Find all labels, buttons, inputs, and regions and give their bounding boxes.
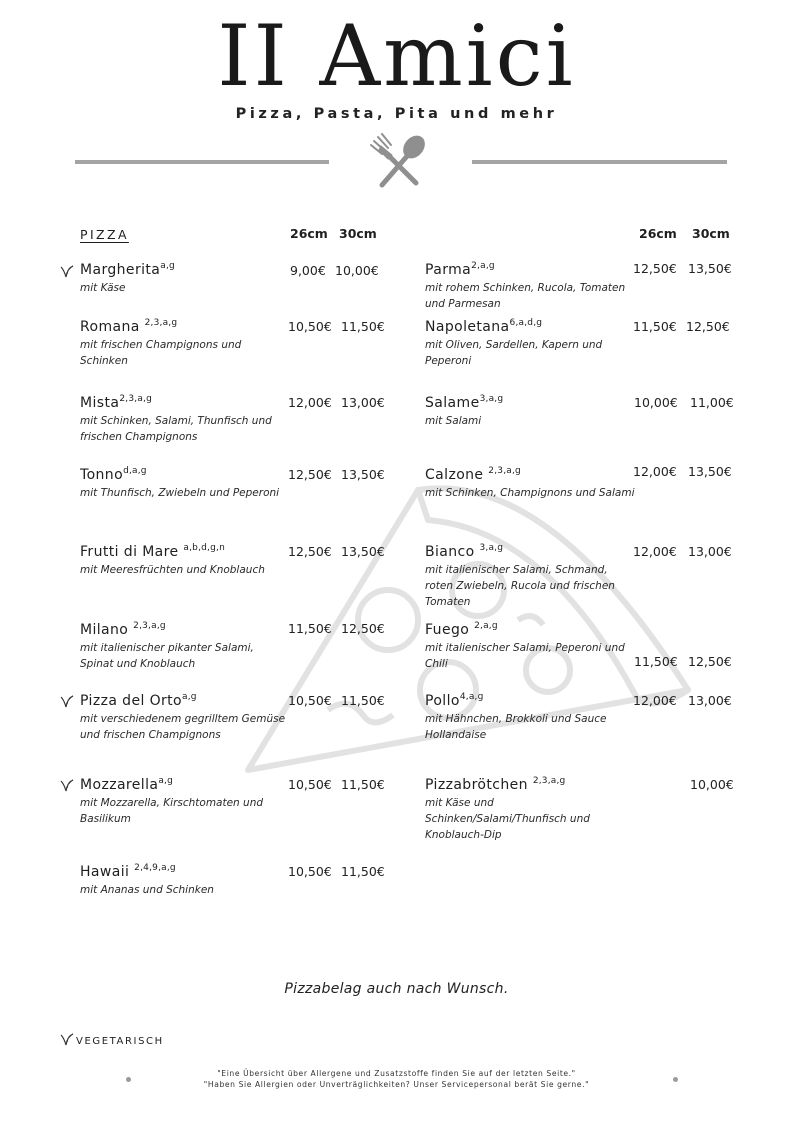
item-codes: 6,a,d,g <box>509 318 543 328</box>
menu-item-mista <box>80 394 290 445</box>
price-30-parma: 13,50€ <box>688 261 732 276</box>
item-codes: a,g <box>182 692 197 702</box>
item-name: Frutti di Mare <box>80 544 184 560</box>
item-description: mit Schinken, Salami, Thunfisch und frischen Champignons <box>80 415 272 443</box>
item-name: Pizza del Orto <box>80 693 183 709</box>
price-30-calzone: 13,50€ <box>688 464 732 479</box>
leaf-icon <box>60 265 74 278</box>
divider-right <box>472 160 727 164</box>
item-codes: a,g <box>158 776 174 786</box>
menu-item-fuego <box>425 621 635 672</box>
menu-item-bianco <box>425 543 635 610</box>
item-name: Napoletana <box>425 319 510 335</box>
price-26-pollo: 12,00€ <box>633 693 677 708</box>
item-codes: 2,3,a,g <box>119 394 153 404</box>
item-description: mit Mozzarella, Kirschtomaten und Basilikum <box>80 797 264 825</box>
price-30-fuego: 12,50€ <box>688 654 732 669</box>
item-name: Fuego <box>425 622 475 638</box>
menu-item-mozzarella <box>80 776 290 827</box>
item-codes: 2,3,a,g <box>133 621 166 631</box>
menu-item-pizzabroetchen <box>425 776 635 843</box>
item-description: mit Thunfisch, Zwiebeln und Peperoni <box>80 487 280 499</box>
price-30-tonno: 13,50€ <box>341 467 385 482</box>
size-header-30-left: 30cm <box>339 226 377 241</box>
item-codes: 2,3,a,g <box>144 318 178 328</box>
menu-item-frutti-di-mare <box>80 543 290 578</box>
item-codes: a,g <box>160 261 175 271</box>
item-name: Milano <box>80 622 134 638</box>
menu-item-pizza-del-orto <box>80 692 290 743</box>
leaf-icon <box>60 779 74 792</box>
menu-item-tonno <box>80 466 290 501</box>
item-description: mit Ananas und Schinken <box>80 884 214 896</box>
price-26-bianco: 12,00€ <box>633 544 677 559</box>
price-26-salame: 10,00€ <box>634 395 678 410</box>
price-26-pizza-del-orto: 10,50€ <box>288 693 332 708</box>
divider-left <box>75 160 329 164</box>
price-30-milano: 12,50€ <box>341 621 385 636</box>
item-codes: 3,a,g <box>479 394 504 404</box>
price-26-margherita: 9,00€ <box>290 263 326 278</box>
item-name: Pizzabrötchen <box>425 777 533 793</box>
price-30-mozzarella: 11,50€ <box>341 777 385 792</box>
price-30-margherita: 10,00€ <box>335 263 379 278</box>
item-description: mit Salami <box>425 415 482 427</box>
price-26-tonno: 12,50€ <box>288 467 332 482</box>
size-header-26-right: 26cm <box>639 226 677 241</box>
price-26-mista: 12,00€ <box>288 395 332 410</box>
item-description: mit frischen Champignons und Schinken <box>80 339 242 367</box>
item-description: mit verschiedenem gegrilltem Gemüse und frischen Champignons <box>80 713 286 741</box>
size-header-30-right: 30cm <box>692 226 730 241</box>
price-30-salame: 11,00€ <box>690 395 734 410</box>
item-codes: 2,a,g <box>471 261 495 271</box>
price-26-fuego: 11,50€ <box>634 654 678 669</box>
item-name: Romana <box>80 319 145 335</box>
price-30-romana: 11,50€ <box>341 319 385 334</box>
item-description: mit rohem Schinken, Rucola, Tomaten und Parmesan <box>425 282 626 310</box>
item-description: mit Käse <box>80 282 126 294</box>
vegetarian-legend: VEGETARISCH <box>76 1036 164 1047</box>
price-30-bianco: 13,00€ <box>688 544 732 559</box>
leaf-icon <box>60 1033 74 1046</box>
item-name: Tonno <box>80 467 124 483</box>
item-name: Pollo <box>425 693 460 709</box>
item-description: mit Käse und Schinken/Salami/Thunfisch und Knoblauch-Dip <box>425 797 590 841</box>
menu-item-hawaii <box>80 863 290 898</box>
price-26-hawaii: 10,50€ <box>288 864 332 879</box>
price-26-romana: 10,50€ <box>288 319 332 334</box>
allergy-service-footnote: "Haben Sie Allergien oder Unverträglichkeiten? Unser Servicepersonal berät Sie gerne." <box>203 1080 590 1089</box>
size-header-26-left: 26cm <box>290 226 328 241</box>
item-codes: a,b,d,g,n <box>183 543 225 553</box>
item-codes: 2,3,a,g <box>532 776 566 786</box>
item-description: mit italienischer Salami, Peperoni und Chili <box>425 642 625 670</box>
item-description: mit Meeresfrüchten und Knoblauch <box>80 564 265 576</box>
item-name: Hawaii <box>80 864 135 880</box>
price-30-napoletana: 12,50€ <box>686 319 730 334</box>
menu-item-romana <box>80 318 290 369</box>
item-description: mit italienischer Salami, Schmand, roten Zwiebeln, Rucola und frischen Tomaten <box>425 564 615 608</box>
item-name: Calzone <box>425 467 489 483</box>
item-codes: 2,4,9,a,g <box>134 863 176 873</box>
item-codes: 2,a,g <box>474 621 498 631</box>
price-30-pizzabroetchen: 10,00€ <box>690 777 734 792</box>
item-codes: 2,3,a,g <box>488 466 521 476</box>
restaurant-tagline: Pizza, Pasta, Pita und mehr <box>235 106 558 122</box>
price-30-pollo: 13,00€ <box>688 693 732 708</box>
item-description: mit Schinken, Champignons und Salami <box>425 487 635 499</box>
price-30-pizza-del-orto: 11,50€ <box>341 693 385 708</box>
item-codes: 3,a,g <box>479 543 504 553</box>
item-description: mit italienischer pikanter Salami, Spinat und Knoblauch <box>80 642 254 670</box>
topping-wish-note: Pizzabelag auch nach Wunsch. <box>284 981 509 997</box>
menu-item-napoletana <box>425 318 635 369</box>
price-26-napoletana: 11,50€ <box>633 319 677 334</box>
item-name: Salame <box>425 395 480 411</box>
price-30-hawaii: 11,50€ <box>341 864 385 879</box>
price-26-calzone: 12,00€ <box>633 464 677 479</box>
item-description: mit Hähnchen, Brokkoli und Sauce Hollandaise <box>425 713 607 741</box>
price-30-frutti-di-mare: 13,50€ <box>341 544 385 559</box>
menu-item-salame <box>425 394 635 429</box>
price-26-mozzarella: 10,50€ <box>288 777 332 792</box>
price-26-parma: 12,50€ <box>633 261 677 276</box>
menu-item-parma <box>425 261 635 312</box>
price-26-frutti-di-mare: 12,50€ <box>288 544 332 559</box>
fork-spoon-icon <box>368 133 432 191</box>
leaf-icon <box>60 695 74 708</box>
allergen-footnote: "Eine Übersicht über Allergene und Zusatzstoffe finden Sie auf der letzten Seite." <box>217 1069 576 1078</box>
item-name: Bianco <box>425 544 480 560</box>
menu-item-margherita <box>80 261 290 296</box>
item-name: Mista <box>80 395 120 411</box>
menu-item-calzone <box>425 466 635 501</box>
item-name: Mozzarella <box>80 777 159 793</box>
price-26-milano: 11,50€ <box>288 621 332 636</box>
item-codes: 4,a,g <box>459 692 484 702</box>
item-description: mit Oliven, Sardellen, Kapern und Peperoni <box>425 339 603 367</box>
item-name: Margherita <box>80 262 161 278</box>
menu-item-pollo <box>425 692 635 743</box>
menu-item-milano <box>80 621 290 672</box>
section-title-pizza: PIZZA <box>80 227 129 242</box>
item-name: Parma <box>425 262 472 278</box>
item-codes: d,a,g <box>123 466 147 476</box>
price-30-mista: 13,00€ <box>341 395 385 410</box>
restaurant-name: II Amici <box>217 7 576 105</box>
